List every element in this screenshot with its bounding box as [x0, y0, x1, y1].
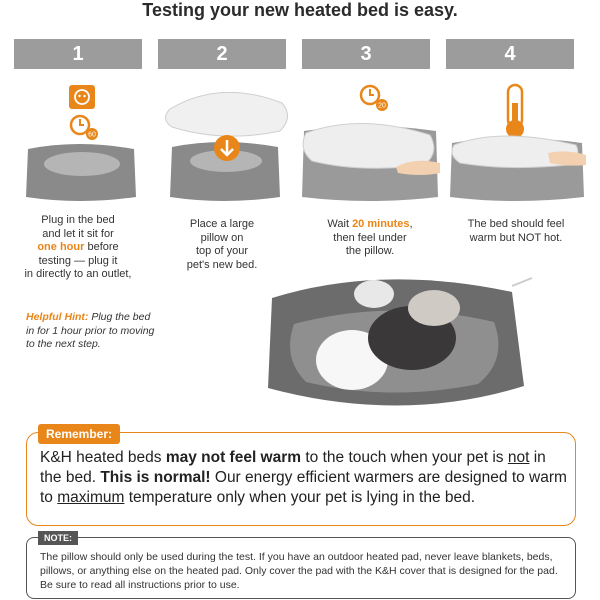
steps-illustrations — [0, 69, 600, 214]
note-label: NOTE: — [38, 531, 78, 545]
note-text: The pillow should only be used during the test. If you have an outdoor heated pad, never leave blankets, beds, pillows, or anything else on the heated pad. Only cover the pad with the K&H cover that is designed for the pad. Be sure to read all instructions prior to use. — [40, 551, 558, 591]
step-4-text: The bed should feel warm but NOT hot. — [467, 218, 565, 244]
svg-text:20: 20 — [378, 102, 386, 110]
arrow-down-icon — [214, 135, 240, 161]
step-1-text: Plug in the bed and let it sit for one hour before testing — plug it in directly to an outlet, — [24, 214, 132, 280]
remember-label: Remember: — [38, 424, 120, 444]
pillow-illustration — [165, 92, 287, 136]
step-2-tab: 2 — [158, 39, 286, 69]
helpful-hint: Helpful Hint: Plug the bed in for 1 hour prior to moving to the next step. — [26, 311, 155, 350]
bed-illustration-1 — [26, 144, 136, 201]
step-3-tab: 3 — [302, 39, 430, 69]
page-title: Testing your new heated bed is easy. — [142, 0, 458, 20]
step-2-text: Place a large pillow on top of your pet's new bed. — [186, 218, 258, 271]
bed-with-dogs-photo — [262, 268, 534, 428]
svg-text:60: 60 — [88, 131, 96, 139]
step-1-tab: 1 — [14, 39, 142, 69]
bed-illustration-4 — [450, 136, 586, 201]
power-outlet-icon — [69, 85, 95, 109]
thermometer-icon — [506, 85, 524, 138]
step-3-text: Wait 20 minutes, then feel under the pillow. — [327, 218, 413, 257]
step-4-tab: 4 — [446, 39, 574, 69]
remember-text: K&H heated beds may not feel warm to the touch when your pet is not in the bed. This is normal! Our energy efficient warmers are designed to warm to maximum temperature only when your pet is lying in the bed. — [40, 449, 567, 506]
